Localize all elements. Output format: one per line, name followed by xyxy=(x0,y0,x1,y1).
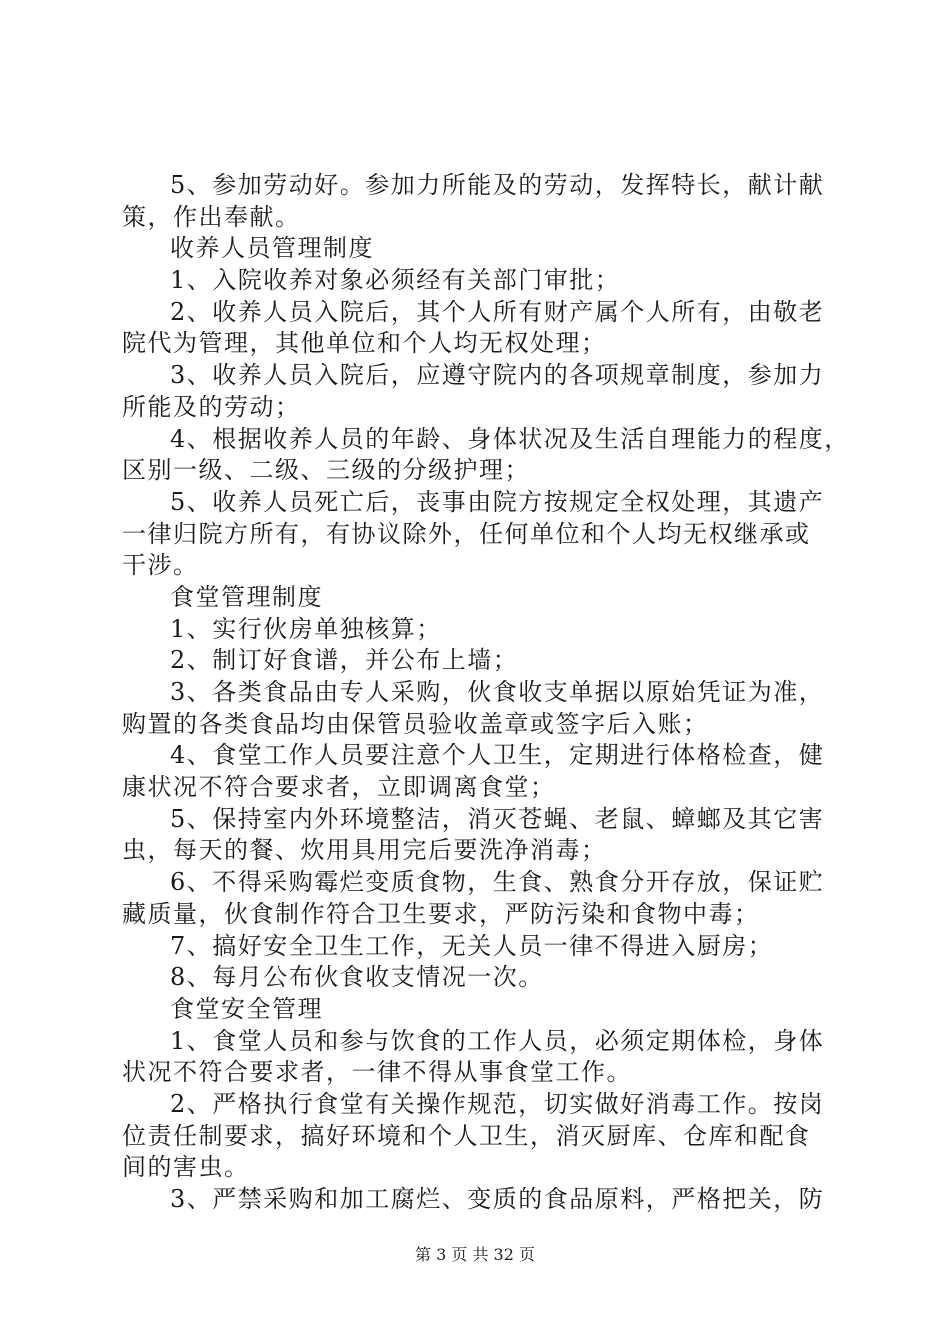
page-footer xyxy=(0,1242,950,1265)
text-line: 策，作出奉献。 xyxy=(122,202,301,231)
text-line: 3、收养人员入院后，应遵守院内的各项规章制度，参加力 xyxy=(170,361,825,390)
text-line: 2、严格执行食堂有关操作规范，切实做好消毒工作。按岗 xyxy=(170,1089,825,1118)
page-number-label: 第 3 页 共 32 页 xyxy=(415,1245,535,1264)
text-line: 藏质量，伙食制作符合卫生要求，严防污染和食物中毒； xyxy=(122,899,760,928)
text-line: 6、不得采购霉烂变质食物，生食、熟食分开存放，保证贮 xyxy=(170,868,825,897)
text-line: 8、每月公布伙食收支情况一次。 xyxy=(170,963,544,992)
text-line: 状况不符合要求者，一律不得从事食堂工作。 xyxy=(122,1058,632,1087)
text-line: 院代为管理，其他单位和个人均无权处理； xyxy=(122,329,607,358)
text-line: 2、收养人员入院后，其个人所有财产属个人所有，由敬老 xyxy=(170,297,825,326)
text-line: 间的害虫。 xyxy=(122,1153,250,1182)
text-line: 虫，每天的餐、炊用具用完后要洗净消毒； xyxy=(122,836,607,865)
text-line: 干涉。 xyxy=(122,551,199,580)
section-heading: 食堂管理制度 xyxy=(170,582,323,611)
text-line: 1、实行伙房单独核算； xyxy=(170,614,442,643)
document-body xyxy=(122,170,850,1216)
text-line: 5、保持室内外环境整洁，消灭苍蝇、老鼠、蟑螂及其它害 xyxy=(170,804,825,833)
text-line: 4、根据收养人员的年龄、身体状况及生活自理能力的程度， xyxy=(170,424,850,453)
text-line: 1、入院收养对象必须经有关部门审批； xyxy=(170,266,621,295)
section-heading: 食堂安全管理 xyxy=(170,994,323,1023)
text-line: 区别一级、二级、三级的分级护理； xyxy=(122,456,530,485)
text-line: 7、搞好安全卫生工作，无关人员一律不得进入厨房； xyxy=(170,931,774,960)
text-line: 1、食堂人员和参与饮食的工作人员，必须定期体检，身体 xyxy=(170,1026,825,1055)
text-line: 康状况不符合要求者，立即调离食堂； xyxy=(122,773,556,802)
text-line: 位责任制要求，搞好环境和个人卫生，消灭厨库、仓库和配食 xyxy=(122,1121,811,1150)
section-heading: 收养人员管理制度 xyxy=(170,234,374,263)
text-line: 5、参加劳动好。参加力所能及的劳动，发挥特长，献计献 xyxy=(170,171,825,199)
text-line: 2、制订好食谱，并公布上墙； xyxy=(170,646,519,675)
text-line: 3、各类食品由专人采购，伙食收支单据以原始凭证为准， xyxy=(170,678,825,706)
text-line: 3、严禁采购和加工腐烂、变质的食品原料，严格把关，防 xyxy=(170,1185,825,1213)
text-line: 4、食堂工作人员要注意个人卫生，定期进行体格检查，健 xyxy=(170,741,825,770)
text-line: 5、收养人员死亡后，丧事由院方按规定全权处理，其遗产 xyxy=(170,487,825,516)
text-line: 一律归院方所有，有协议除外，任何单位和个人均无权继承或 xyxy=(122,519,811,548)
text-line: 所能及的劳动； xyxy=(122,392,301,421)
text-line: 购置的各类食品均由保管员验收盖章或签字后入账； xyxy=(122,709,709,738)
